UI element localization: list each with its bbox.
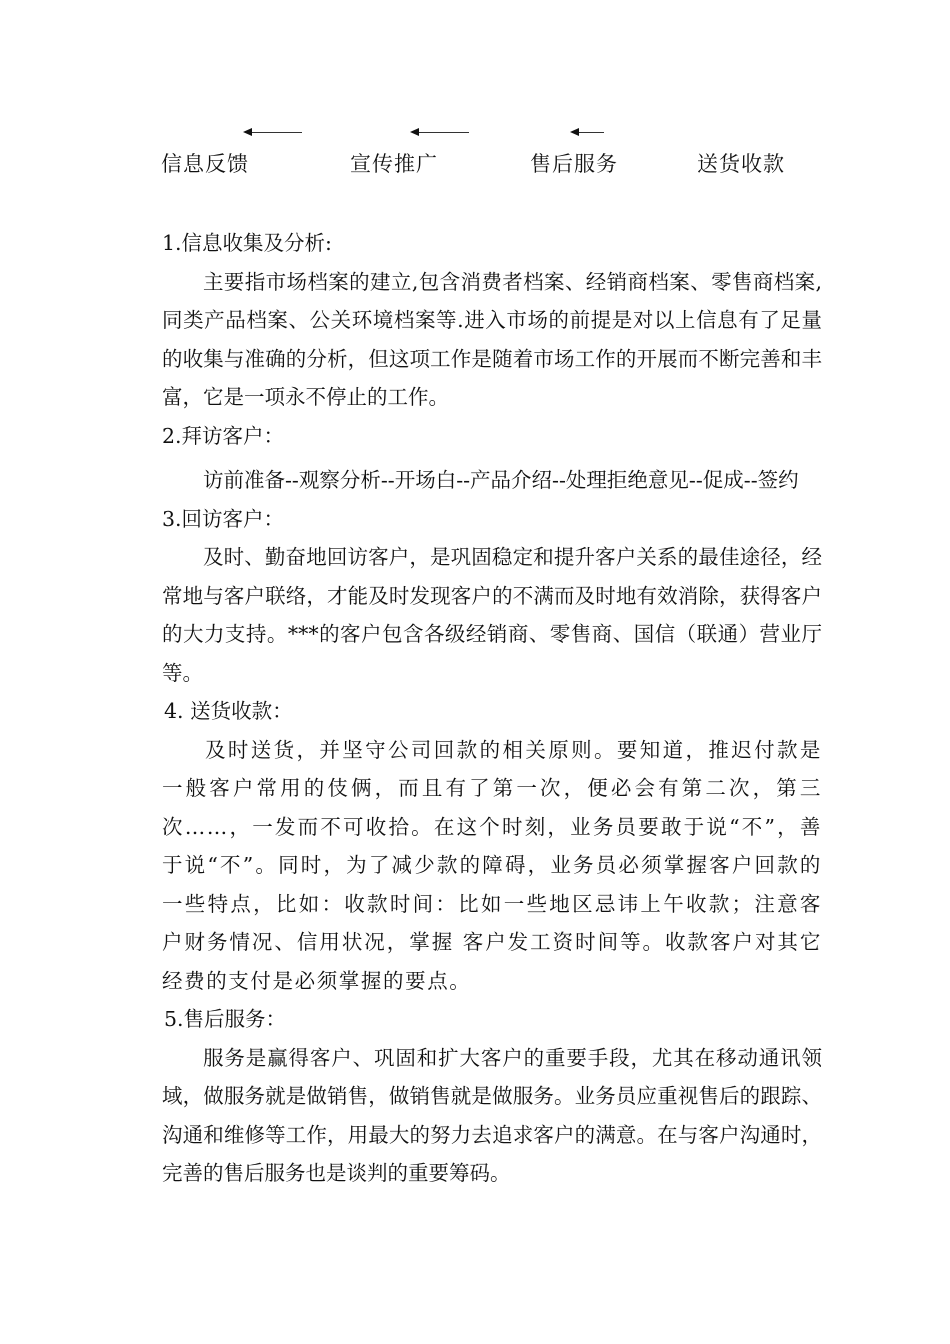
section-paragraph: 服务是赢得客户、巩固和扩大客户的重要手段，尤其在移动通讯领域，做服务就是做销售，做销售就是做服务。业务员应重视售后的跟踪、沟通和维修等工作，用最大的努力去追求客户的满意。在与客户沟通时，完善的售后服务也是谈判的重要筹码。: [162, 1045, 822, 1185]
section-paragraph: 访前准备--观察分析--开场白--产品介绍--处理拒绝意见--促成--签约: [203, 468, 799, 492]
document-body: [162, 224, 822, 1193]
section-heading: 5.售后服务：: [164, 1007, 287, 1031]
flow-step-promotion: 宣传推广: [350, 152, 438, 176]
section-paragraph: 及时、勤奋地回访客户，是巩固稳定和提升客户关系的最佳途径，经常地与客户联络，才能及时发现客户的不满而及时地有效消除，获得客户的大力支持。***的客户包含各级经销商、零售商、国信（联通）营业厅等。: [162, 545, 822, 685]
flow-step-delivery-payment: 送货收款: [697, 152, 785, 176]
section-heading: 1.信息收集及分析:: [162, 231, 332, 255]
process-flow: [0, 118, 950, 188]
arrow-left-icon: [410, 132, 469, 134]
flow-step-feedback: 信息反馈: [161, 152, 249, 176]
section-paragraph: 及时送货，并坚守公司回款的相关原则。要知道，推迟付款是一般客户常用的伎俩，而且有了第一次，便必会有第二次，第三次……，一发而不可收拾。在这个时刻，业务员要敢于说“不”，善于说“不”。同时，为了减少款的障碍，业务员必须掌握客户回款的一些特点，比如：收款时间：比如一些地区忌讳上午收款；注意客户财务情况、信用状况，掌握 客户发工资时间等。收款客户对其它经费的支付是必须掌握的要点。: [162, 737, 822, 993]
section-paragraph: 主要指市场档案的建立,包含消费者档案、经销商档案、零售商档案,同类产品档案、公关环境档案等.进入市场的前提是对以上信息有了足量的收集与准确的分析，但这项工作是随着市场工作的开展而不断完善和丰富，它是一项永不停止的工作。: [162, 269, 822, 409]
flow-step-after-sales: 售后服务: [530, 152, 618, 176]
section-heading: 4. 送货收款：: [164, 699, 293, 723]
arrow-left-icon: [570, 132, 604, 134]
section-heading: 2.拜访客户：: [162, 423, 285, 448]
arrow-left-icon: [243, 132, 302, 134]
section-heading: 3.回访客户：: [162, 506, 285, 531]
